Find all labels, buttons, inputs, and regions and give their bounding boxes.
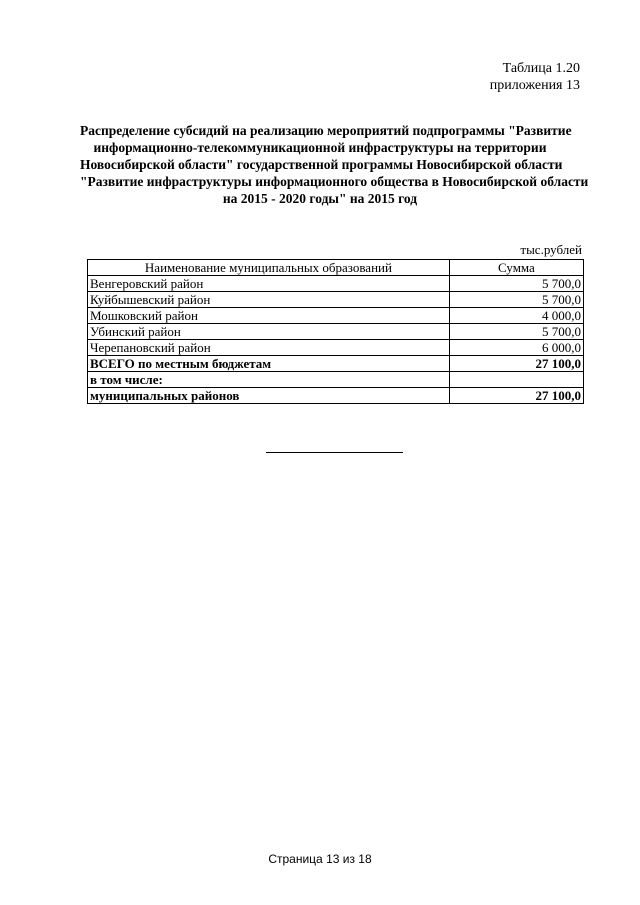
appendix-number: приложения 13 <box>489 78 580 93</box>
row-name: Убинский район <box>88 324 450 340</box>
subtotal-name: муниципальных районов <box>88 388 450 404</box>
row-name: Венгеровский район <box>88 276 450 292</box>
table-row <box>88 340 584 356</box>
row-sum: 4 000,0 <box>449 308 583 324</box>
including-sum <box>449 372 583 388</box>
subsidies-table <box>87 259 584 404</box>
row-sum: 5 700,0 <box>449 276 583 292</box>
document-title <box>80 122 589 207</box>
page-number: Страница 13 из 18 <box>268 852 372 866</box>
row-name: Черепановский район <box>88 340 450 356</box>
unit-label: тыс.рублей <box>520 242 582 257</box>
title-line: на 2015 - 2020 годы" на 2015 год <box>222 191 418 206</box>
table-header-row <box>88 260 584 276</box>
title-line: информационно-телекоммуникационной инфраструктуры на территории <box>93 140 547 155</box>
header-sum: Сумма <box>449 260 583 276</box>
row-name: Куйбышевский район <box>88 292 450 308</box>
total-sum: 27 100,0 <box>449 356 583 372</box>
title-line: Распределение субсидий на реализацию мероприятий подпрограммы "Развитие <box>80 123 572 138</box>
subtotal-row <box>88 388 584 404</box>
table-number: Таблица 1.20 <box>502 61 580 76</box>
header-municipality: Наименование муниципальных образований <box>88 260 450 276</box>
row-sum: 5 700,0 <box>449 324 583 340</box>
table-row <box>88 292 584 308</box>
including-row <box>88 372 584 388</box>
total-row <box>88 356 584 372</box>
title-line: "Развитие инфраструктуры информационного общества в Новосибирской области <box>80 174 589 189</box>
table-row <box>88 276 584 292</box>
subtotal-sum: 27 100,0 <box>449 388 583 404</box>
including-name: в том числе: <box>88 372 450 388</box>
table-row <box>88 308 584 324</box>
table-reference <box>490 60 580 94</box>
row-sum: 5 700,0 <box>449 292 583 308</box>
row-sum: 6 000,0 <box>449 340 583 356</box>
row-name: Мошковский район <box>88 308 450 324</box>
title-line: Новосибирской области" государственной программы Новосибирской области <box>80 157 563 172</box>
table-row <box>88 324 584 340</box>
total-name: ВСЕГО по местным бюджетам <box>88 356 450 372</box>
separator-line <box>266 452 403 453</box>
